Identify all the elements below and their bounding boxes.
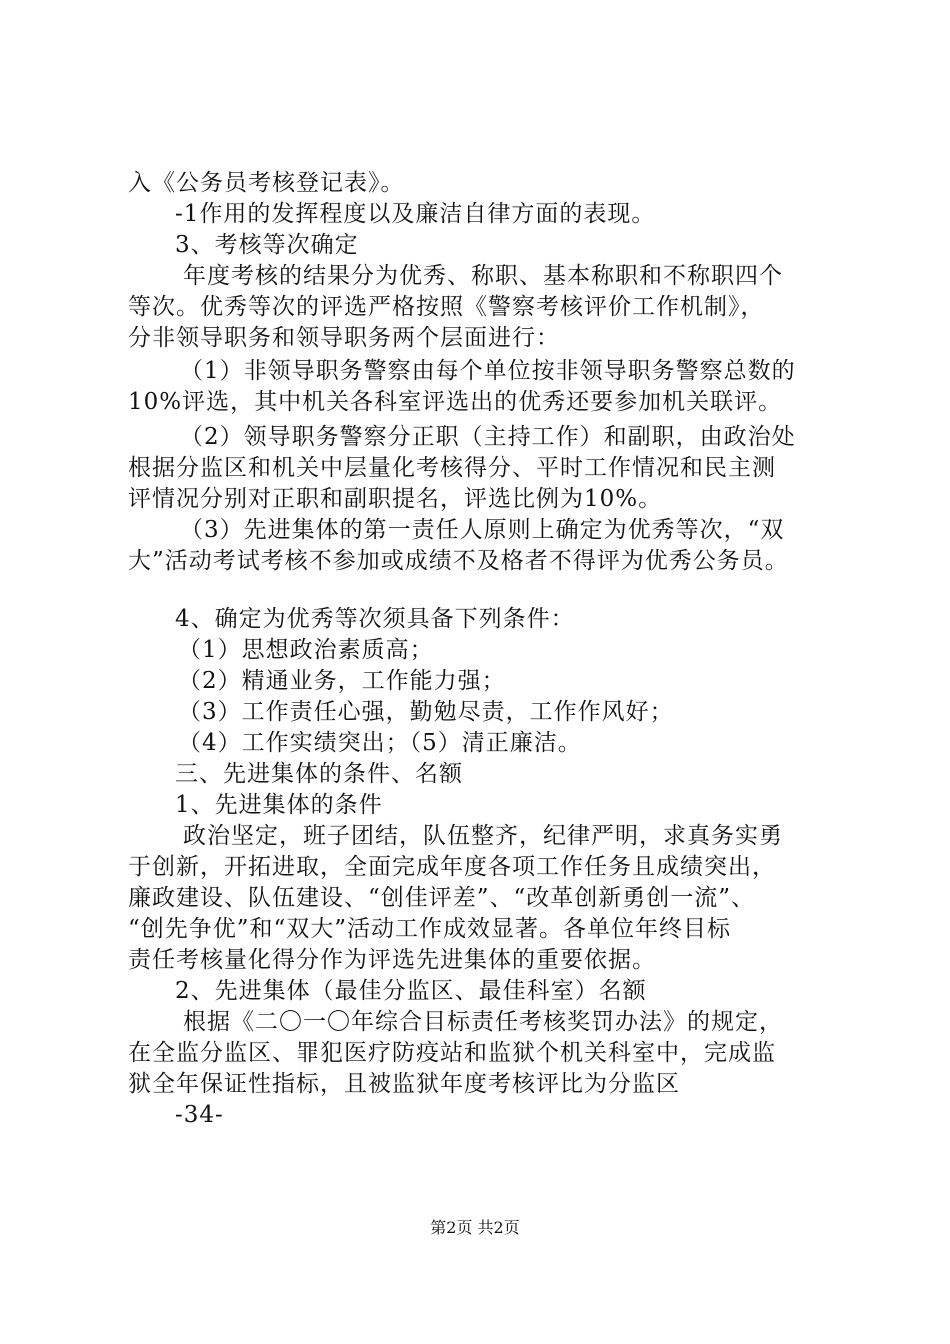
text-line: 大”活动考试考核不参加或成绩不及格者不得评为优秀公务员。 <box>128 548 789 574</box>
text-line: -1作用的发挥程度以及廉洁自律方面的表现。 <box>175 201 656 227</box>
text-line: 责任考核量化得分作为评选先进集体的重要依据。 <box>128 947 656 973</box>
section-heading: 三、先进集体的条件、名额 <box>175 761 463 787</box>
page-footer: 第2页 共2页 <box>430 1218 520 1237</box>
text-line: “创先争优”和“双大”活动工作成效显著。各单位年终目标 <box>128 916 732 942</box>
text-line: 入《公务员考核登记表》。 <box>128 170 405 196</box>
section-heading: 4、确定为优秀等次须具备下列条件： <box>175 606 575 632</box>
text-line: （2）领导职务警察分正职（主持工作）和副职，由政治处 <box>180 424 796 450</box>
text-line: （1）非领导职务警察由每个单位按非领导职务警察总数的 <box>180 358 796 384</box>
text-line: 廉政建设、队伍建设、“创佳评差”、“改革创新勇创一流”、 <box>128 885 756 911</box>
text-line: 狱全年保证性指标，且被监狱年度考核评比为分监区 <box>128 1071 680 1097</box>
inline-page-number: -34- <box>175 1102 224 1128</box>
text-line: 年度考核的结果分为优秀、称职、基本称职和不称职四个 <box>183 263 783 289</box>
text-line: （2）精通业务，工作能力强； <box>178 668 506 694</box>
text-line: （1）思想政治素质高； <box>178 637 434 663</box>
text-line: 10%评选，其中机关各科室评选出的优秀还要参加机关联评。 <box>128 389 783 415</box>
text-line: （3）工作责任心强，勤勉尽责，工作作风好； <box>178 699 674 725</box>
section-heading: 3、考核等次确定 <box>175 232 359 258</box>
text-line: 根据《二〇一〇年综合目标责任考核奖罚办法》的规定， <box>183 1009 783 1035</box>
text-line: （3）先进集体的第一责任人原则上确定为优秀等次，“双 <box>180 517 785 543</box>
text-line: 于创新，开拓进取，全面完成年度各项工作任务且成绩突出， <box>128 854 776 880</box>
text-line: 政治坚定，班子团结，队伍整齐，纪律严明，求真务实勇 <box>183 823 783 849</box>
section-heading: 1、先进集体的条件 <box>175 792 383 818</box>
section-heading: 2、先进集体（最佳分监区、最佳科室）名额 <box>175 978 647 1004</box>
text-line: 分非领导职务和领导职务两个层面进行： <box>128 325 560 351</box>
text-line: 根据分监区和机关中层量化考核得分、平时工作情况和民主测 <box>128 455 776 481</box>
text-line: 等次。优秀等次的评选严格按照《警察考核评价工作机制》， <box>128 294 765 320</box>
text-line: 在全监分监区、罪犯医疗防疫站和监狱个机关科室中，完成监 <box>128 1040 776 1066</box>
text-line: 评情况分别对正职和副职提名，评选比例为10%。 <box>128 486 663 512</box>
text-line: （4）工作实绩突出；（5）清正廉洁。 <box>178 730 582 756</box>
